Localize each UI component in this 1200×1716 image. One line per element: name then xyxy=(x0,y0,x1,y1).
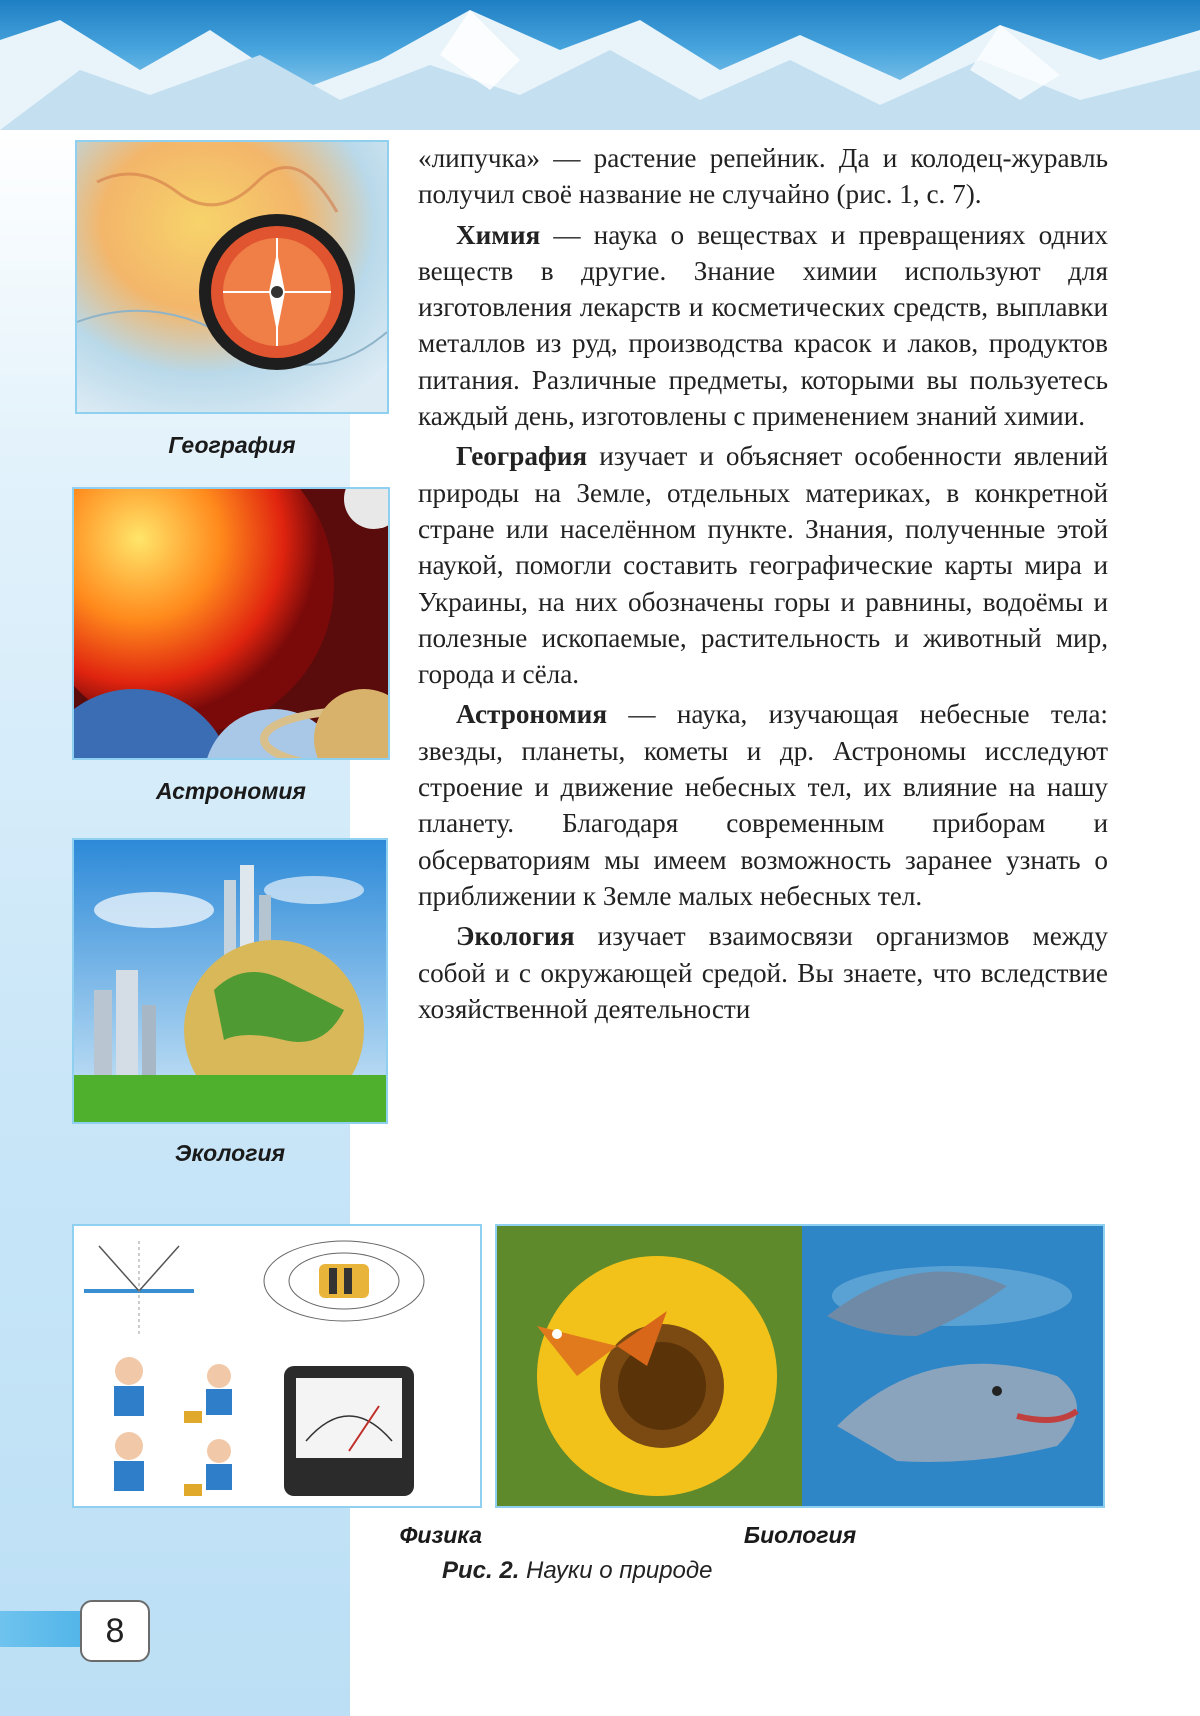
caption-geography: География xyxy=(168,432,296,458)
astronomy-image xyxy=(72,487,390,760)
term-ecology: Экология xyxy=(456,921,575,952)
caption-astronomy: Астрономия xyxy=(156,778,306,804)
page-number: 8 xyxy=(80,1600,150,1662)
mountain-banner xyxy=(0,0,1200,130)
term-chemistry: Химия xyxy=(456,219,541,250)
compass-icon xyxy=(199,214,355,370)
caption-physics: Физика xyxy=(399,1522,482,1548)
caption-biology: Биология xyxy=(743,1522,857,1548)
physics-image xyxy=(72,1224,482,1508)
body-text xyxy=(418,140,1108,1027)
paragraph-1: «липучка» — растение репейник. Да и колодец-журавль получил своё название не случайно (рис. 1, с. 7). xyxy=(418,143,1108,210)
figure-caption xyxy=(442,1557,713,1585)
geography-text: изучает и объясняет особенности явлений природы на Земле, отдельных материках, в конкретной стране или населённом пункте. Знания, полученные этой наукой, помогли составить географические карты мира и Украины, на них обозначены горы и равнины, водоёмы и полезные ископаемые, растительность и животный мир, города и сёла. xyxy=(418,441,1108,690)
astronomy-text: — наука, изучающая небесные тела: звезды, планеты, кометы и др. Астрономы исследуют строение и движение небесных тел, их влияние на нашу планету. Благодаря современным приборам и обсерваториям мы имеем возможность заранее узнать о приближении к Земле малых небесных тел. xyxy=(418,699,1108,911)
geography-image xyxy=(75,140,389,414)
paragraph-geography xyxy=(418,438,1108,692)
figure-title: Науки о природе xyxy=(526,1557,713,1584)
term-geography: География xyxy=(456,441,588,472)
paragraph-chemistry xyxy=(418,217,1108,435)
chemistry-text: — наука о веществах и превращениях одних веществ в другие. Знание химии используют для изготовления лекарств и косметических средств, выплавки металлов из руд, производства красок и лаков, продуктов питания. Различные предметы, которыми вы пользуетесь каждый день, изготовлены с применением знаний химии. xyxy=(418,219,1108,432)
term-astronomy: Астрономия xyxy=(456,699,608,730)
ecology-text: изучает взаимосвязи организмов между собой и с окружающей средой. Вы знаете, что вследствие хозяйственной деятельности xyxy=(418,921,1108,1024)
ecology-image xyxy=(72,838,388,1124)
paragraph-astronomy xyxy=(418,696,1108,914)
biology-image xyxy=(495,1224,1105,1508)
caption-ecology: Экология xyxy=(174,1140,286,1166)
voltmeter-icon xyxy=(284,1366,414,1496)
figure-number: Рис. 2. xyxy=(442,1557,520,1584)
paragraph-ecology xyxy=(418,918,1108,1027)
